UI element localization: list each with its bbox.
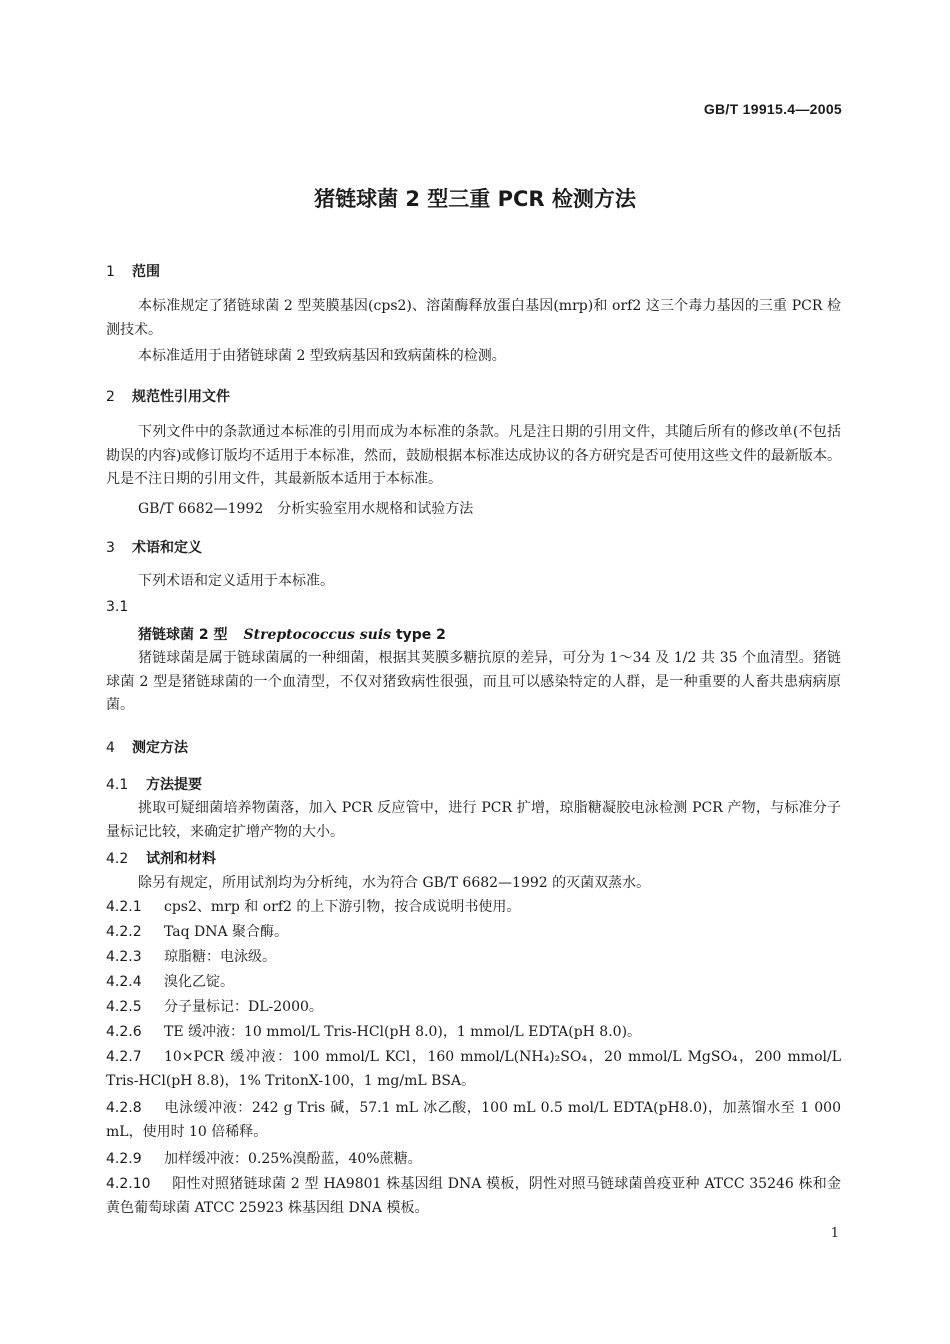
subsection-title: 方法提要 bbox=[146, 777, 202, 793]
list-item bbox=[106, 971, 841, 995]
term-entry bbox=[138, 624, 446, 644]
item-text: TE 缓冲液：10 mmol/L Tris-HCl(pH 8.0)，1 mmol/L EDTA(pH 8.0)。 bbox=[164, 1024, 642, 1040]
term-chinese: 猪链球菌 2 型 bbox=[138, 627, 228, 643]
item-number: 4.2.7 bbox=[106, 1049, 142, 1065]
standard-code: GB/T 19915.4—2005 bbox=[703, 101, 842, 117]
section-3-paragraph: 下列术语和定义适用于本标准。 bbox=[138, 573, 334, 589]
section-1-paragraph-2: 本标准适用于由猪链球菌 2 型致病基因和致病菌株的检测。 bbox=[138, 348, 506, 364]
list-item bbox=[106, 1046, 841, 1093]
item-number: 4.2.10 bbox=[106, 1176, 151, 1192]
item-text: 阳性对照猪链球菌 2 型 HA9801 株基因组 DNA 模板，阴性对照马链球菌兽疫亚种 ATCC 35246 株和金黄色葡萄球菌 ATCC 25923 株基因组 DNA 模板。 bbox=[106, 1176, 841, 1216]
section-title: 术语和定义 bbox=[132, 540, 202, 556]
page-number: 1 bbox=[830, 1226, 839, 1241]
section-number: 1 bbox=[106, 264, 115, 280]
item-number: 4.2.8 bbox=[106, 1100, 142, 1116]
section-3-heading bbox=[106, 537, 202, 557]
item-number: 4.2.9 bbox=[106, 1151, 142, 1167]
subsection-number: 4.1 bbox=[106, 777, 129, 793]
item-text: 琼脂糖：电泳级。 bbox=[164, 949, 276, 965]
list-item bbox=[106, 1021, 841, 1045]
section-title: 测定方法 bbox=[132, 740, 188, 756]
item-number: 4.2.2 bbox=[106, 924, 142, 940]
subsection-4-1-paragraph: 挑取可疑细菌培养物菌落，加入 PCR 反应管中，进行 PCR 扩增，琼脂糖凝胶电泳检测 PCR 产物，与标准分子量标记比较，来确定扩增产物的大小。 bbox=[106, 800, 841, 840]
section-1-paragraph-1: 本标准规定了猪链球菌 2 型荚膜基因(cps2)、溶菌酶释放蛋白基因(mrp)和 orf2 这三个毒力基因的三重 PCR 检测技术。 bbox=[106, 298, 841, 338]
term-definition: 猪链球菌是属于链球菌属的一种细菌，根据其荚膜多糖抗原的差异，可分为 1～34 及 1/2 共 35 个血清型。猪链球菌 2 型是猪链球菌的一个血清型，不仅对猪致病性很强，而且可以感染特定的人群，是一种重要的人畜共患病病原菌。 bbox=[106, 650, 841, 713]
list-item bbox=[106, 896, 841, 920]
list-item bbox=[106, 946, 841, 970]
item-text: 溴化乙锭。 bbox=[164, 974, 234, 990]
section-title: 范围 bbox=[132, 264, 160, 280]
subsection-4-2-heading bbox=[106, 848, 216, 868]
section-title: 规范性引用文件 bbox=[132, 389, 230, 405]
section-number: 4 bbox=[106, 740, 115, 756]
subsection-title: 试剂和材料 bbox=[146, 851, 216, 867]
term-latin-suffix: type 2 bbox=[395, 627, 446, 643]
list-item bbox=[106, 1173, 841, 1220]
section-1-heading bbox=[106, 261, 160, 281]
item-number: 4.2.5 bbox=[106, 999, 142, 1015]
subsection-4-2-paragraph: 除另有规定，所用试剂均为分析纯，水为符合 GB/T 6682—1992 的灭菌双蒸水。 bbox=[138, 875, 651, 891]
subsection-number: 4.2 bbox=[106, 851, 129, 867]
section-number: 2 bbox=[106, 389, 115, 405]
item-number: 4.2.1 bbox=[106, 899, 142, 915]
term-latin: Streptococcus suis bbox=[243, 627, 392, 643]
list-item bbox=[106, 1097, 841, 1144]
list-item bbox=[106, 996, 841, 1020]
section-4-heading bbox=[106, 737, 188, 757]
section-2-paragraph: 下列文件中的条款通过本标准的引用而成为本标准的条款。凡是注日期的引用文件，其随后所有的修改单(不包括勘误的内容)或修订版均不适用于本标准，然而，鼓励根据本标准达成协议的各方研究是否可使用这些文件的最新版本。凡是不注日期的引用文件，其最新版本适用于本标准。 bbox=[106, 424, 841, 487]
item-text: 电泳缓冲液：242 g Tris 碱，57.1 mL 冰乙酸，100 mL 0.5 mol/L EDTA(pH8.0)，加蒸馏水至 1 000 mL，使用时 10 倍稀释。 bbox=[106, 1100, 841, 1140]
item-number: 4.2.6 bbox=[106, 1024, 142, 1040]
list-item bbox=[106, 1148, 841, 1172]
item-text: Taq DNA 聚合酶。 bbox=[164, 924, 289, 940]
item-text: cps2、mrp 和 orf2 的上下游引物，按合成说明书使用。 bbox=[164, 899, 521, 915]
document-title: 猪链球菌 2 型三重 PCR 检测方法 bbox=[314, 187, 636, 211]
item-number: 4.2.3 bbox=[106, 949, 142, 965]
section-number: 3 bbox=[106, 540, 115, 556]
item-text: 10×PCR 缓冲液：100 mmol/L KCl，160 mmol/L(NH₄)₂SO₄，20 mmol/L MgSO₄，200 mmol/L Tris-HCl(pH 8.8)，1% TritonX-100，1 mg/mL BSA。 bbox=[106, 1049, 841, 1089]
item-text: 加样缓冲液：0.25%溴酚蓝，40%蔗糖。 bbox=[164, 1151, 422, 1167]
item-number: 4.2.4 bbox=[106, 974, 142, 990]
normative-reference: GB/T 6682—1992 分析实验室用水规格和试验方法 bbox=[138, 501, 474, 517]
section-2-heading bbox=[106, 386, 230, 406]
subsection-3-1-number: 3.1 bbox=[106, 599, 129, 615]
subsection-4-1-heading bbox=[106, 774, 202, 794]
list-item bbox=[106, 921, 841, 945]
item-text: 分子量标记：DL-2000。 bbox=[164, 999, 323, 1015]
